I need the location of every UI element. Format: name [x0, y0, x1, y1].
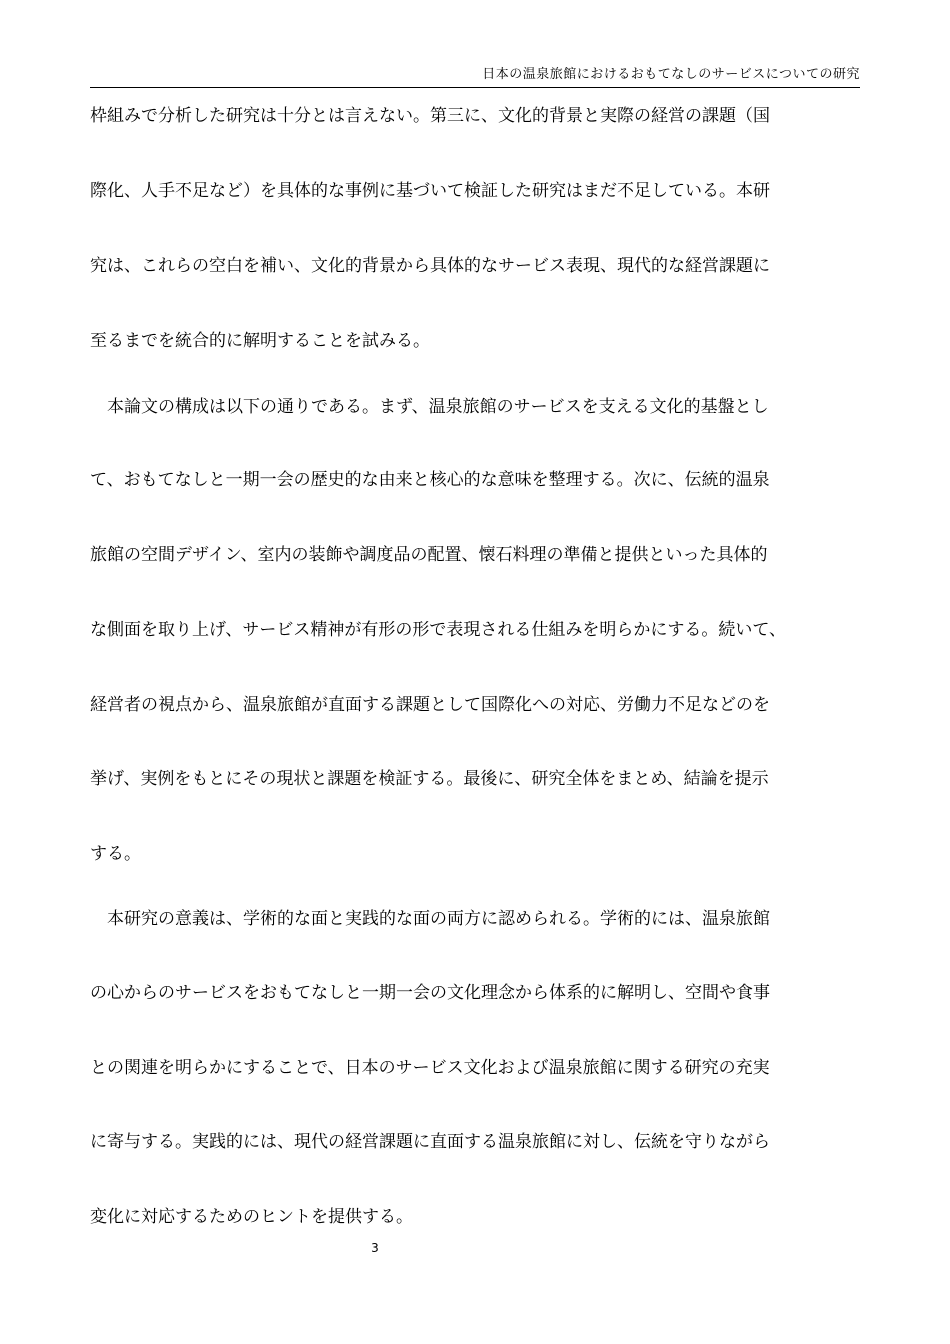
running-header: 日本の温泉旅館におけるおもてなしのサービスについての研究 — [482, 67, 860, 82]
body-line: 究は、これらの空白を補い、文化的背景から具体的なサービス表現、現代的な経営課題に — [90, 256, 770, 276]
body-line: 挙げ、実例をもとにその現状と課題を検証する。最後に、研究全体をまとめ、結論を提示 — [90, 769, 769, 789]
header-rule — [90, 87, 860, 88]
body-line: 本論文の構成は以下の通りである。まず、温泉旅館のサービスを支える文化的基盤とし — [90, 397, 769, 417]
page-number: 3 — [371, 1241, 379, 1255]
body-line: に寄与する。実践的には、現代の経営課題に直面する温泉旅館に対し、伝統を守りながら — [90, 1132, 770, 1152]
body-line: する。 — [90, 844, 141, 864]
body-line: 変化に対応するためのヒントを提供する。 — [90, 1207, 413, 1227]
body-line: との関連を明らかにすることで、日本のサービス文化および温泉旅館に関する研究の充実 — [90, 1058, 770, 1078]
body-line: な側面を取り上げ、サービス精神が有形の形で表現される仕組みを明らかにする。続いて、 — [90, 620, 786, 640]
body-line: 旅館の空間デザイン、室内の装飾や調度品の配置、懐石料理の準備と提供といった具体的 — [90, 545, 768, 565]
body-line: の心からのサービスをおもてなしと一期一会の文化理念から体系的に解明し、空間や食事 — [90, 983, 770, 1003]
body-line: 経営者の視点から、温泉旅館が直面する課題として国際化への対応、労働力不足などのを — [90, 695, 770, 715]
body-line: 枠組みで分析した研究は十分とは言えない。第三に、文化的背景と実際の経営の課題（国 — [90, 106, 770, 126]
body-line: 際化、人手不足など）を具体的な事例に基づいて検証した研究はまだ不足している。本研 — [90, 181, 770, 201]
body-line: て、おもてなしと一期一会の歴史的な由来と核心的な意味を整理する。次に、伝統的温泉 — [90, 470, 770, 490]
body-line: 本研究の意義は、学術的な面と実践的な面の両方に認められる。学術的には、温泉旅館 — [90, 909, 770, 929]
body-line: 至るまでを統合的に解明することを試みる。 — [90, 331, 430, 351]
